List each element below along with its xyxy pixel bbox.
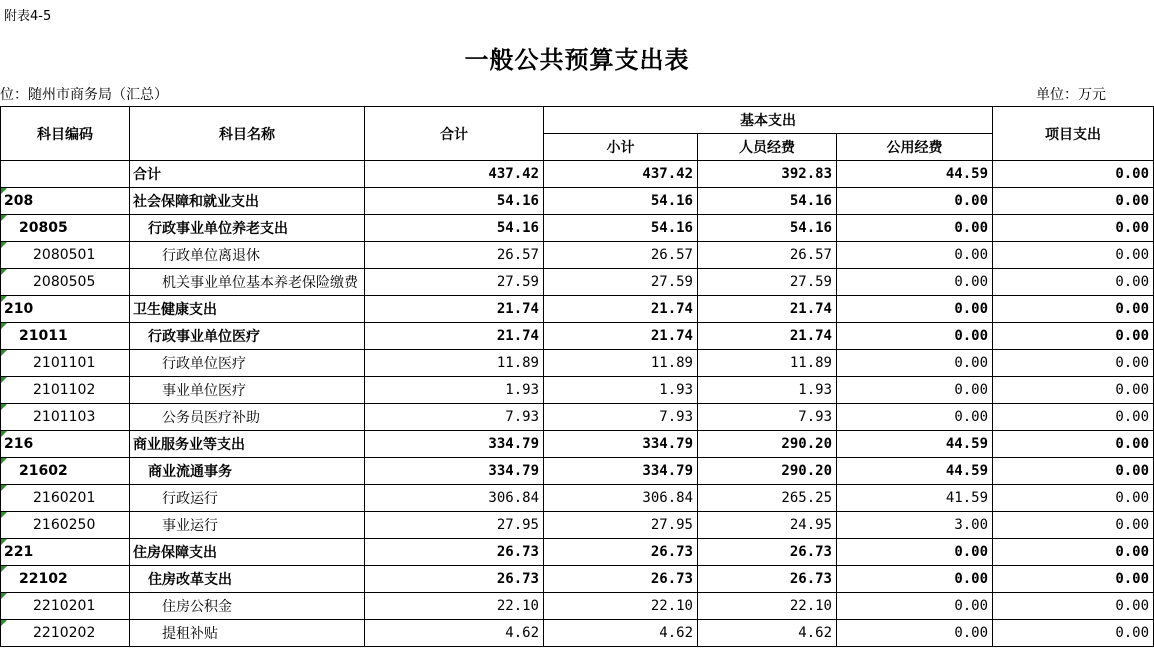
header-basic: 基本支出 (544, 107, 993, 134)
cell-public[interactable]: 0.00 (837, 215, 993, 242)
header-personnel: 人员经费 (698, 134, 837, 161)
cell-subtotal[interactable]: 54.16 (544, 215, 698, 242)
cell-code[interactable] (1, 242, 130, 269)
cell-name[interactable]: 社会保障和就业支出 (130, 188, 365, 215)
cell-project[interactable]: 0.00 (993, 566, 1154, 593)
cell-project[interactable]: 0.00 (993, 620, 1154, 647)
cell-code[interactable] (1, 485, 130, 512)
cell-subtotal[interactable]: 437.42 (544, 161, 698, 188)
cell-total[interactable]: 22.10 (365, 593, 544, 620)
cell-note-marker-icon (1, 215, 7, 221)
cell-personnel[interactable]: 1.93 (698, 377, 837, 404)
table-row (1, 566, 1154, 593)
header-name: 科目名称 (130, 107, 365, 161)
cell-note-marker-icon (1, 323, 7, 329)
cell-personnel[interactable]: 21.74 (698, 296, 837, 323)
cell-personnel[interactable]: 26.73 (698, 539, 837, 566)
code-text: 2080505 (33, 274, 96, 290)
table-row (1, 593, 1154, 620)
cell-project[interactable]: 0.00 (993, 350, 1154, 377)
table-row (1, 350, 1154, 377)
cell-personnel[interactable]: 54.16 (698, 215, 837, 242)
cell-total[interactable]: 27.95 (365, 512, 544, 539)
cell-public[interactable]: 0.00 (837, 269, 993, 296)
table-body (1, 161, 1154, 647)
code-text: 21602 (19, 463, 68, 479)
cell-note-marker-icon (1, 269, 7, 275)
cell-total[interactable]: 54.16 (365, 188, 544, 215)
cell-total[interactable]: 334.79 (365, 431, 544, 458)
cell-note-marker-icon (1, 242, 7, 248)
header-subtotal: 小计 (544, 134, 698, 161)
code-text: 2101102 (33, 382, 96, 398)
cell-project[interactable]: 0.00 (993, 431, 1154, 458)
cell-subtotal[interactable]: 26.73 (544, 566, 698, 593)
cell-public[interactable]: 0.00 (837, 593, 993, 620)
cell-project[interactable]: 0.00 (993, 458, 1154, 485)
cell-public[interactable]: 0.00 (837, 242, 993, 269)
cell-name[interactable]: 行政事业单位养老支出 (130, 215, 365, 242)
cell-subtotal[interactable]: 27.95 (544, 512, 698, 539)
header-project: 项目支出 (993, 107, 1154, 161)
budget-table (0, 106, 1154, 647)
cell-project[interactable]: 0.00 (993, 269, 1154, 296)
cell-subtotal[interactable]: 4.62 (544, 620, 698, 647)
cell-code[interactable] (1, 404, 130, 431)
cell-total[interactable]: 27.59 (365, 269, 544, 296)
code-text: 2160250 (33, 517, 96, 533)
cell-subtotal[interactable]: 27.59 (544, 269, 698, 296)
cell-project[interactable]: 0.00 (993, 377, 1154, 404)
cell-name[interactable]: 提租补贴 (130, 620, 365, 647)
cell-note-marker-icon (1, 512, 7, 518)
cell-name[interactable]: 行政事业单位医疗 (130, 323, 365, 350)
cell-code[interactable] (1, 593, 130, 620)
header-total: 合计 (365, 107, 544, 161)
table-row (1, 377, 1154, 404)
cell-code[interactable] (1, 269, 130, 296)
cell-note-marker-icon (1, 350, 7, 356)
cell-public[interactable]: 44.59 (837, 458, 993, 485)
cell-name[interactable]: 商业服务业等支出 (130, 431, 365, 458)
cell-total[interactable]: 11.89 (365, 350, 544, 377)
cell-code[interactable] (1, 188, 130, 215)
cell-total[interactable]: 21.74 (365, 323, 544, 350)
cell-project[interactable]: 0.00 (993, 323, 1154, 350)
cell-project[interactable]: 0.00 (993, 161, 1154, 188)
cell-note-marker-icon (1, 188, 7, 194)
cell-note-marker-icon (1, 431, 7, 437)
cell-total[interactable]: 1.93 (365, 377, 544, 404)
cell-code[interactable] (1, 566, 130, 593)
cell-project[interactable]: 0.00 (993, 242, 1154, 269)
cell-subtotal[interactable]: 11.89 (544, 350, 698, 377)
cell-project[interactable]: 0.00 (993, 485, 1154, 512)
table-row (1, 242, 1154, 269)
table-row (1, 161, 1154, 188)
cell-code[interactable] (1, 431, 130, 458)
code-text: 216 (4, 436, 34, 452)
cell-project[interactable]: 0.00 (993, 215, 1154, 242)
cell-note-marker-icon (1, 296, 7, 302)
table-row (1, 269, 1154, 296)
table-row (1, 512, 1154, 539)
cell-total[interactable]: 26.73 (365, 539, 544, 566)
cell-total[interactable]: 334.79 (365, 458, 544, 485)
cell-note-marker-icon (1, 485, 7, 491)
cell-public[interactable]: 0.00 (837, 188, 993, 215)
cell-project[interactable]: 0.00 (993, 404, 1154, 431)
table-row (1, 458, 1154, 485)
cell-note-marker-icon (1, 566, 7, 572)
cell-name[interactable]: 事业运行 (130, 512, 365, 539)
cell-personnel[interactable]: 7.93 (698, 404, 837, 431)
cell-note-marker-icon (1, 620, 7, 626)
code-text: 2101103 (33, 409, 96, 425)
cell-personnel[interactable]: 26.57 (698, 242, 837, 269)
cell-note-marker-icon (1, 377, 7, 383)
header-public: 公用经费 (837, 134, 993, 161)
table-row (1, 215, 1154, 242)
cell-project[interactable]: 0.00 (993, 188, 1154, 215)
cell-public[interactable]: 44.59 (837, 161, 993, 188)
cell-personnel[interactable]: 22.10 (698, 593, 837, 620)
cell-name[interactable]: 住房改革支出 (130, 566, 365, 593)
cell-code[interactable] (1, 215, 130, 242)
cell-note-marker-icon (1, 593, 7, 599)
cell-note-marker-icon (1, 539, 7, 545)
table-row (1, 188, 1154, 215)
cell-name[interactable]: 商业流通事务 (130, 458, 365, 485)
cell-name[interactable]: 行政运行 (130, 485, 365, 512)
code-text: 208 (4, 193, 34, 209)
appendix-label: 附表4-5 (4, 9, 52, 24)
cell-name[interactable]: 行政单位医疗 (130, 350, 365, 377)
cell-personnel[interactable]: 21.74 (698, 323, 837, 350)
cell-note-marker-icon (1, 458, 7, 464)
cell-note-marker-icon (1, 404, 7, 410)
table-row (1, 485, 1154, 512)
cell-project[interactable]: 0.00 (993, 539, 1154, 566)
table-row (1, 620, 1154, 647)
cell-name[interactable]: 机关事业单位基本养老保险缴费 (130, 269, 365, 296)
cell-subtotal[interactable]: 334.79 (544, 458, 698, 485)
cell-name[interactable]: 行政单位离退休 (130, 242, 365, 269)
cell-personnel[interactable]: 4.62 (698, 620, 837, 647)
cell-subtotal[interactable]: 22.10 (544, 593, 698, 620)
cell-code[interactable] (1, 512, 130, 539)
code-text: 2210202 (33, 625, 96, 641)
table-row (1, 296, 1154, 323)
table-row (1, 404, 1154, 431)
cell-name[interactable]: 卫生健康支出 (130, 296, 365, 323)
cell-name[interactable]: 事业单位医疗 (130, 377, 365, 404)
code-text: 210 (4, 301, 34, 317)
code-text: 2210201 (33, 598, 96, 614)
cell-code[interactable] (1, 350, 130, 377)
table-row (1, 539, 1154, 566)
cell-personnel[interactable]: 26.73 (698, 566, 837, 593)
cell-public[interactable]: 44.59 (837, 431, 993, 458)
cell-personnel[interactable]: 54.16 (698, 188, 837, 215)
cell-code[interactable] (1, 323, 130, 350)
cell-public[interactable]: 0.00 (837, 296, 993, 323)
cell-project[interactable]: 0.00 (993, 296, 1154, 323)
cell-name[interactable]: 公务员医疗补助 (130, 404, 365, 431)
currency-unit-label: 单位：万元 (1036, 87, 1106, 103)
cell-total[interactable]: 437.42 (365, 161, 544, 188)
cell-public[interactable]: 0.00 (837, 620, 993, 647)
cell-public[interactable]: 0.00 (837, 323, 993, 350)
cell-public[interactable]: 41.59 (837, 485, 993, 512)
cell-subtotal[interactable]: 54.16 (544, 188, 698, 215)
cell-public[interactable]: 0.00 (837, 377, 993, 404)
cell-total[interactable]: 306.84 (365, 485, 544, 512)
cell-project[interactable]: 0.00 (993, 512, 1154, 539)
cell-public[interactable]: 0.00 (837, 350, 993, 377)
cell-code[interactable] (1, 296, 130, 323)
code-text: 21011 (19, 328, 68, 344)
unit-org-label: 位：随州市商务局（汇总） (0, 87, 168, 103)
code-text: 22102 (19, 571, 68, 587)
cell-subtotal[interactable]: 306.84 (544, 485, 698, 512)
cell-personnel[interactable]: 290.20 (698, 458, 837, 485)
cell-personnel[interactable]: 11.89 (698, 350, 837, 377)
cell-total[interactable]: 26.57 (365, 242, 544, 269)
code-text: 2160201 (33, 490, 96, 506)
cell-total[interactable]: 7.93 (365, 404, 544, 431)
table-row (1, 323, 1154, 350)
code-text: 2101101 (33, 355, 96, 371)
code-text: 221 (4, 544, 34, 560)
cell-code[interactable] (1, 377, 130, 404)
cell-public[interactable]: 0.00 (837, 539, 993, 566)
cell-personnel[interactable]: 27.59 (698, 269, 837, 296)
header-code: 科目编码 (1, 107, 130, 161)
cell-name[interactable]: 住房公积金 (130, 593, 365, 620)
cell-personnel[interactable]: 290.20 (698, 431, 837, 458)
cell-name[interactable]: 合计 (130, 161, 365, 188)
cell-total[interactable]: 54.16 (365, 215, 544, 242)
code-text: 2080501 (33, 247, 96, 263)
cell-personnel[interactable]: 24.95 (698, 512, 837, 539)
code-text: 20805 (19, 220, 68, 236)
cell-code[interactable] (1, 458, 130, 485)
cell-total[interactable]: 21.74 (365, 296, 544, 323)
cell-project[interactable]: 0.00 (993, 593, 1154, 620)
cell-subtotal[interactable]: 334.79 (544, 431, 698, 458)
cell-code[interactable] (1, 161, 130, 188)
cell-subtotal[interactable]: 26.57 (544, 242, 698, 269)
cell-public[interactable]: 0.00 (837, 566, 993, 593)
cell-personnel[interactable]: 392.83 (698, 161, 837, 188)
cell-subtotal[interactable]: 26.73 (544, 539, 698, 566)
cell-subtotal[interactable]: 21.74 (544, 323, 698, 350)
cell-public[interactable]: 3.00 (837, 512, 993, 539)
cell-subtotal[interactable]: 1.93 (544, 377, 698, 404)
page-title: 一般公共预算支出表 (464, 45, 690, 74)
cell-subtotal[interactable]: 21.74 (544, 296, 698, 323)
cell-public[interactable]: 0.00 (837, 404, 993, 431)
cell-total[interactable]: 26.73 (365, 566, 544, 593)
cell-code[interactable] (1, 539, 130, 566)
table-row (1, 431, 1154, 458)
cell-name[interactable]: 住房保障支出 (130, 539, 365, 566)
cell-code[interactable] (1, 620, 130, 647)
cell-total[interactable]: 4.62 (365, 620, 544, 647)
cell-subtotal[interactable]: 7.93 (544, 404, 698, 431)
cell-personnel[interactable]: 265.25 (698, 485, 837, 512)
